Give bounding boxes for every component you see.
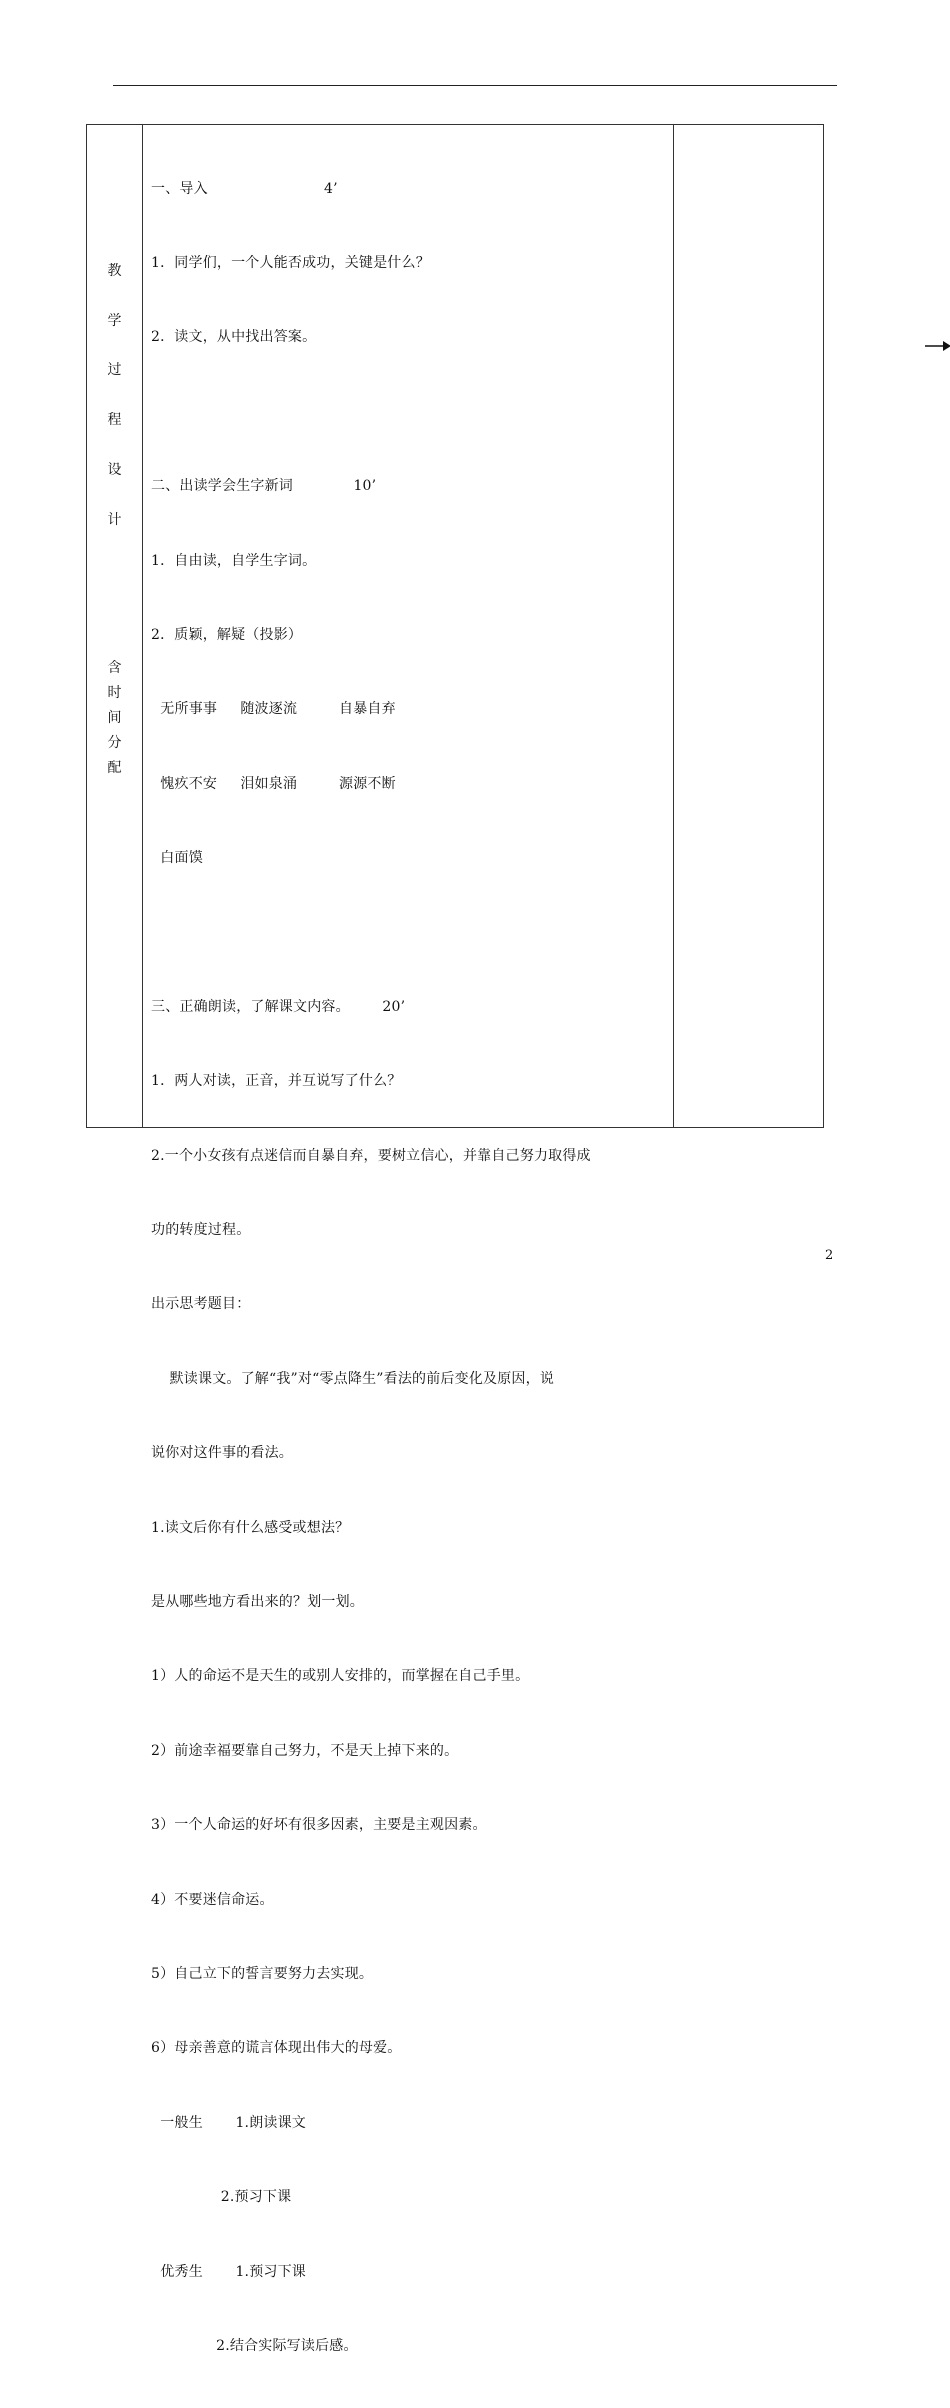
time-label-char: 配 (107, 760, 122, 776)
column-divider-1 (142, 125, 143, 1127)
vocab-line: 无所事事 随波逐流 自暴自弃 (151, 701, 396, 718)
label-char: 学 (107, 313, 122, 329)
homework-line: 2.结合实际写读后感。 (151, 2337, 358, 2354)
text-line: 6）母亲善意的谎言体现出伟大的母爱。 (151, 2040, 402, 2057)
section-heading: 二、出读学会生字新词 10’ (151, 478, 377, 495)
homework-line: 优秀生 1.预习下课 (151, 2263, 307, 2280)
text-line: 1．自由读，自学生字词。 (151, 552, 317, 569)
text-line: 是从哪些地方看出来的？划一划。 (151, 1594, 364, 1611)
section-heading: 三、正确朗读，了解课文内容。 20’ (151, 998, 406, 1015)
time-label-char: 时 (107, 685, 122, 701)
text-line: 默读课文。了解“我”对“零点降生”看法的前后变化及原因，说 (151, 1370, 555, 1387)
text-line: 1）人的命运不是天生的或别人安排的，而掌握在自己手里。 (151, 1668, 530, 1685)
text-line: 2．读文，从中找出答案。 (151, 329, 317, 346)
right-arrow-icon (925, 338, 950, 354)
text-line: 2.一个小女孩有点迷信而自暴自弃，要树立信心，并靠自己努力取得成 (151, 1147, 591, 1164)
text-line: 5）自己立下的誓言要努力去实现。 (151, 1965, 374, 1982)
text-line: 1．同学们，一个人能否成功，关键是什么？ (151, 254, 430, 271)
text-line: 出示思考题目： (151, 1296, 251, 1313)
column-divider-2 (673, 125, 674, 1127)
blank-line (151, 921, 671, 946)
text-line: 2）前途幸福要靠自己努力，不是天上掉下来的。 (151, 1742, 459, 1759)
label-char: 过 (107, 362, 122, 378)
homework-line: 一般生 1.朗读课文 (151, 2114, 307, 2131)
text-line: 1.读文后你有什么感受或想法？ (151, 1519, 350, 1536)
vocab-line: 白面馍 (151, 850, 203, 867)
time-label-char: 含 (107, 660, 122, 676)
vocab-line: 愧疚不安 泪如泉涌 源源不断 (151, 775, 396, 792)
time-label-char: 分 (107, 735, 122, 751)
homework-line: 2.预习下课 (151, 2189, 292, 2206)
label-char: 设 (107, 462, 122, 478)
lesson-content (151, 127, 671, 2408)
label-char: 计 (107, 512, 122, 528)
label-char: 教 (107, 263, 122, 279)
text-line: 2．质颖，解疑（投影） (151, 626, 303, 643)
text-line: 说你对这件事的看法。 (151, 1445, 293, 1462)
lesson-plan-table (86, 124, 824, 2354)
blank-line (151, 400, 671, 425)
text-line: 3）一个人命运的好坏有很多因素，主要是主观因素。 (151, 1817, 487, 1834)
label-char: 程 (107, 412, 122, 428)
time-label-char: 间 (107, 710, 122, 726)
page-number: 2 (825, 1248, 834, 1263)
text-line: 功的转度过程。 (151, 1222, 251, 1239)
text-line: 1．两人对读，正音，并互说写了什么？ (151, 1073, 402, 1090)
header-rule (113, 85, 837, 86)
section-heading: 一、导入 4’ (151, 180, 338, 197)
text-line: 4）不要迷信命运。 (151, 1891, 274, 1908)
